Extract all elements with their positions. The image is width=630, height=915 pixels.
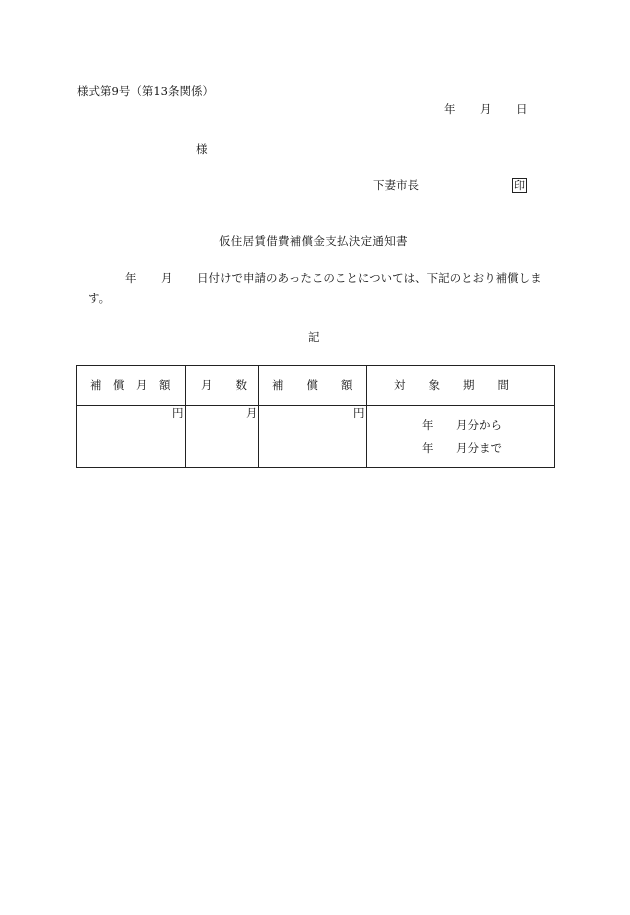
unit-month: 月 (246, 406, 258, 420)
ki-heading: 記 (308, 330, 320, 344)
document-title: 仮住居賃借費補償金支払決定通知書 (219, 234, 408, 248)
table-divider (185, 366, 186, 467)
table-header-divider (77, 405, 554, 406)
compensation-table (76, 365, 555, 468)
issuer-name: 下妻市長 (373, 178, 419, 192)
date-month-label: 月 (480, 102, 492, 116)
table-divider (258, 366, 259, 467)
body-line-1: 日付けで申請のあったこのことについては、下記のとおり補償しま (197, 271, 542, 285)
period-from-year: 年 (422, 418, 434, 432)
period-to-year: 年 (422, 441, 434, 455)
body-year-label: 年 (125, 271, 137, 285)
header-monthly-amount: 補 償 月 額 (90, 378, 171, 392)
body-month-label: 月 (161, 271, 173, 285)
date-day-label: 日 (516, 102, 528, 116)
addressee-suffix: 様 (196, 142, 208, 156)
header-amount: 補 償 額 (272, 378, 353, 392)
body-line-2: す。 (88, 291, 111, 305)
period-to-suffix: 月分まで (456, 441, 502, 455)
seal-mark: 印 (514, 179, 525, 192)
unit-yen-monthly: 円 (172, 406, 184, 420)
header-months: 月 数 (201, 378, 247, 392)
unit-yen-amount: 円 (353, 406, 365, 420)
date-year-label: 年 (444, 102, 456, 116)
period-from-suffix: 月分から (456, 418, 502, 432)
table-divider (366, 366, 367, 467)
header-period: 対 象 期 間 (394, 378, 509, 392)
form-number: 様式第9号（第13条関係） (77, 84, 214, 98)
